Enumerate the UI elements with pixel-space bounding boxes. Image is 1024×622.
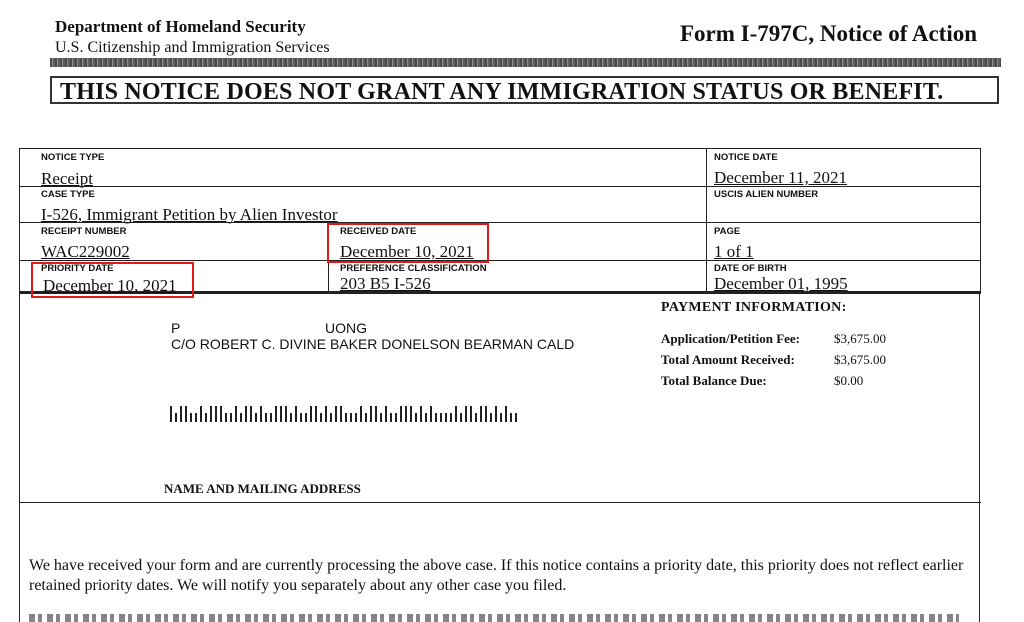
received-date-label: RECEIVED DATE: [340, 226, 417, 237]
barcode-bar: [260, 406, 262, 422]
barcode-bar: [230, 413, 232, 422]
barcode-bar: [465, 406, 467, 422]
barcode-bar: [475, 413, 477, 422]
barcode-bar: [180, 406, 182, 422]
notice-date-label: NOTICE DATE: [714, 152, 778, 163]
barcode-bar: [380, 413, 382, 422]
payment-row-value: $3,675.00: [834, 352, 886, 367]
payment-row-label: Total Balance Due:: [661, 373, 767, 388]
barcode-bar: [485, 406, 487, 422]
case-type-value: I-526, Immigrant Petition by Alien Investor: [41, 205, 338, 224]
payment-row-value: $0.00: [834, 373, 864, 388]
barcode-bar: [435, 413, 437, 422]
priority-date-value: December 10, 2021: [43, 276, 177, 295]
barcode-bar: [285, 406, 287, 422]
body-paragraph: We have received your form and are currently processing the above case. If this notice contains a priority date, this priority does not reflect earlier retained priority dates. We will notify you separately about any other case you filed.: [29, 557, 964, 594]
barcode-bar: [400, 406, 402, 422]
notice-type-label: NOTICE TYPE: [41, 152, 105, 163]
barcode-bar: [440, 413, 442, 422]
addressee-surname: UONG: [325, 320, 367, 336]
barcode-bar: [365, 413, 367, 422]
address-divider: [19, 502, 981, 503]
barcode-bar: [325, 406, 327, 422]
barcode-bar: [375, 406, 377, 422]
receipt-number-label: RECEIPT NUMBER: [41, 226, 127, 237]
agency-name: Department of Homeland Security: [55, 17, 306, 36]
barcode-bar: [480, 406, 482, 422]
barcode-bar: [450, 413, 452, 422]
barcode-bar: [370, 406, 372, 422]
barcode-bar: [460, 413, 462, 422]
notice-type-value: Receipt: [41, 169, 93, 188]
barcode-bar: [255, 413, 257, 422]
barcode-bar: [240, 413, 242, 422]
barcode-bar: [175, 413, 177, 422]
barcode-bar: [170, 406, 172, 422]
barcode-bar: [360, 406, 362, 422]
priority-date-label: PRIORITY DATE: [41, 263, 114, 274]
preference-value: 203 B5 I-526: [340, 274, 431, 293]
barcode-bar: [190, 413, 192, 422]
barcode-bar: [430, 406, 432, 422]
panel-border-right: [979, 292, 980, 622]
barcode-bar: [280, 406, 282, 422]
barcode-bar: [275, 406, 277, 422]
barcode-bar: [490, 413, 492, 422]
barcode-bar: [355, 413, 357, 422]
barcode-bar: [320, 413, 322, 422]
received-date-value: December 10, 2021: [340, 242, 474, 261]
page-value: 1 of 1: [714, 242, 754, 261]
receipt-number-value: WAC229002: [41, 242, 130, 261]
barcode-bar: [315, 406, 317, 422]
barcode-bar: [410, 406, 412, 422]
postal-barcode: [170, 404, 530, 426]
barcode-bar: [445, 413, 447, 422]
addressee-first-initial: P: [171, 320, 181, 336]
barcode-bar: [330, 413, 332, 422]
dob-label: DATE OF BIRTH: [714, 263, 787, 274]
barcode-bar: [250, 406, 252, 422]
barcode-bar: [335, 406, 337, 422]
barcode-bar: [340, 406, 342, 422]
barcode-bar: [455, 406, 457, 422]
barcode-bar: [290, 413, 292, 422]
barcode-bar: [310, 406, 312, 422]
notice-date-value: December 11, 2021: [714, 168, 847, 187]
payment-row-value: $3,675.00: [834, 331, 886, 346]
barcode-bar: [205, 413, 207, 422]
grid-line: [19, 260, 981, 261]
form-title: Form I-797C, Notice of Action: [680, 21, 978, 46]
payment-row-label: Total Amount Received:: [661, 352, 795, 367]
disclaimer-banner: THIS NOTICE DOES NOT GRANT ANY IMMIGRATION STATUS OR BENEFIT.: [50, 76, 999, 104]
barcode-bar: [225, 413, 227, 422]
case-type-label: CASE TYPE: [41, 189, 95, 200]
barcode-bar: [245, 406, 247, 422]
barcode-bar: [200, 406, 202, 422]
barcode-bar: [220, 406, 222, 422]
barcode-bar: [495, 406, 497, 422]
alien-number-label: USCIS ALIEN NUMBER: [714, 189, 819, 200]
payment-title: PAYMENT INFORMATION:: [661, 300, 847, 315]
barcode-bar: [405, 406, 407, 422]
panel-border-left: [19, 292, 20, 622]
barcode-bar: [420, 406, 422, 422]
barcode-bar: [510, 413, 512, 422]
barcode-bar: [470, 406, 472, 422]
barcode-bar: [185, 406, 187, 422]
mailing-address-label: NAME AND MAILING ADDRESS: [164, 481, 361, 496]
barcode-bar: [395, 413, 397, 422]
addressee-care-of: C/O ROBERT C. DIVINE BAKER DONELSON BEARMAN CALD: [171, 336, 575, 352]
barcode-bar: [390, 413, 392, 422]
barcode-bar: [305, 413, 307, 422]
barcode-bar: [270, 413, 272, 422]
barcode-bar: [215, 406, 217, 422]
barcode-bar: [295, 406, 297, 422]
barcode-bar: [265, 413, 267, 422]
barcode-bar: [350, 413, 352, 422]
barcode-bar: [500, 413, 502, 422]
barcode-bar: [415, 413, 417, 422]
grid-line: [706, 148, 707, 292]
priority-date-highlight: [31, 262, 194, 298]
barcode-bar: [505, 406, 507, 422]
barcode-bar: [385, 406, 387, 422]
payment-row-label: Application/Petition Fee:: [661, 331, 801, 346]
barcode-bar: [515, 413, 517, 422]
page-label: PAGE: [714, 226, 741, 237]
barcode-bar: [210, 406, 212, 422]
barcode-bar: [300, 413, 302, 422]
barcode-bar: [195, 413, 197, 422]
subagency-name: U.S. Citizenship and Immigration Services: [55, 39, 330, 56]
preference-label: PREFERENCE CLASSIFICATION: [340, 263, 487, 274]
received-date-highlight: [327, 223, 489, 263]
barcode-bar: [235, 406, 237, 422]
dob-value: December 01, 1995: [714, 274, 848, 293]
header-band: [50, 58, 1001, 67]
barcode-bar: [425, 413, 427, 422]
barcode-bar: [345, 413, 347, 422]
